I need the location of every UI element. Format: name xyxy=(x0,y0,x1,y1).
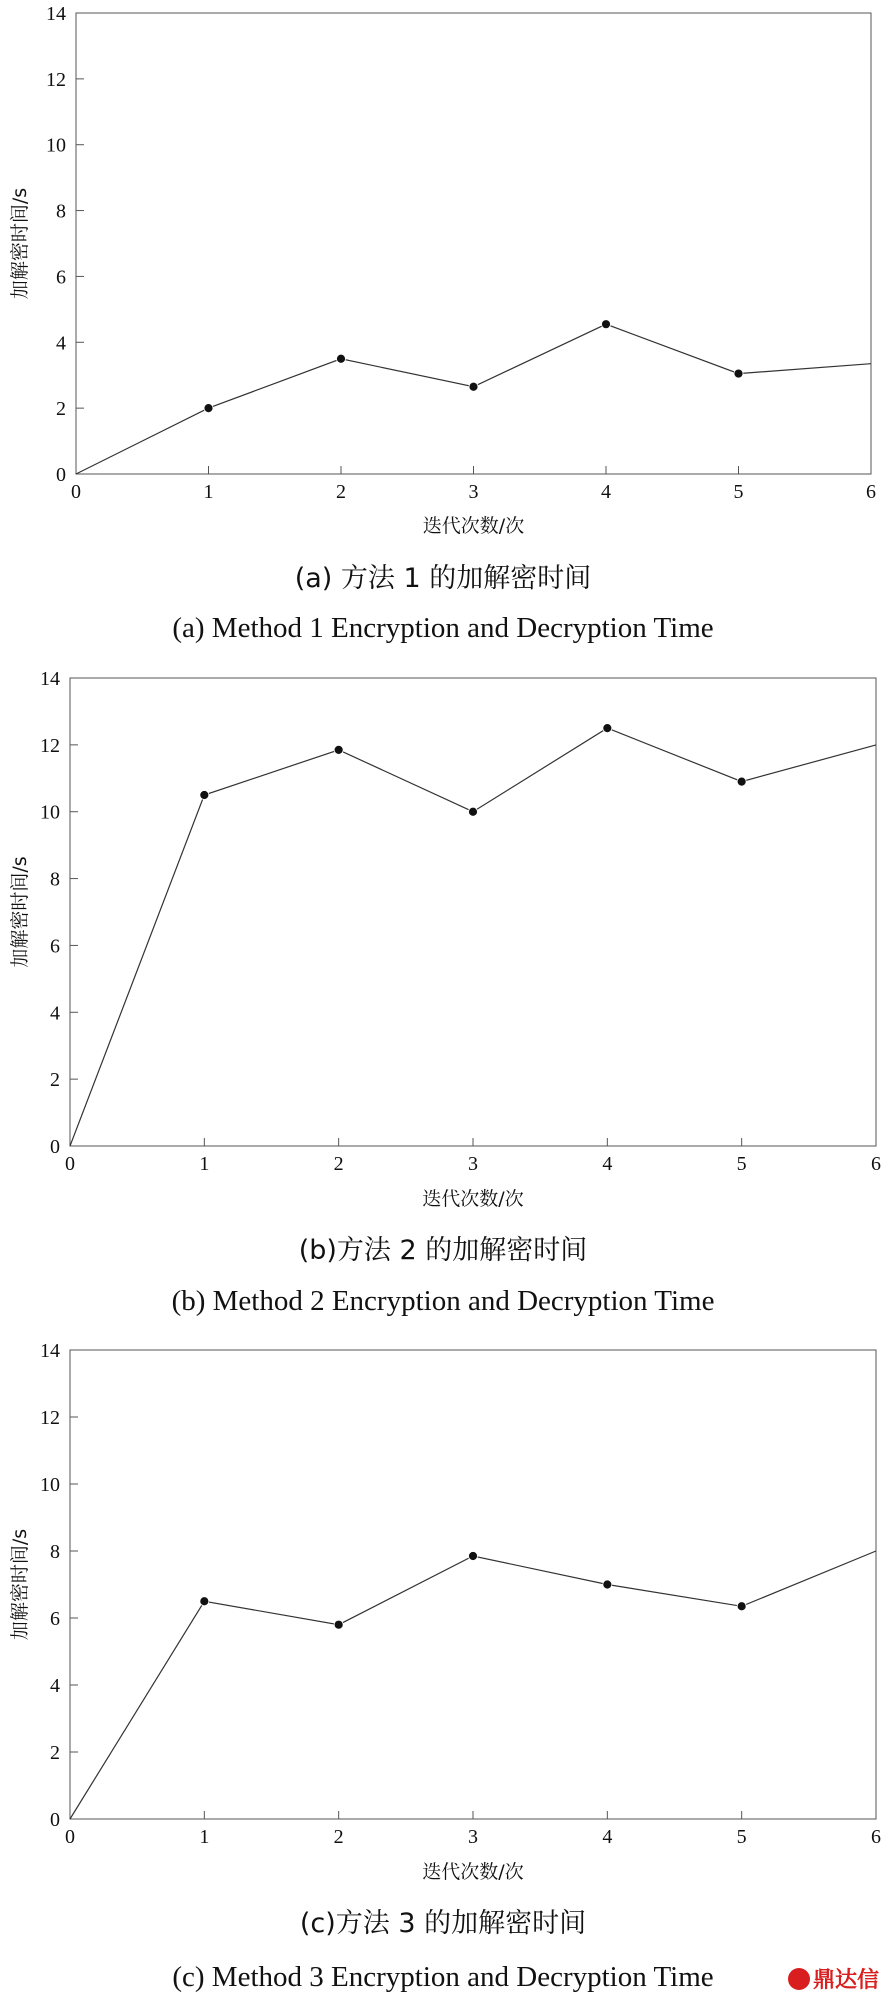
data-point xyxy=(469,1552,478,1561)
caption-english: (b) Method 2 Encryption and Decryption Time xyxy=(171,1285,715,1317)
logo-badge-icon xyxy=(788,1968,810,1990)
data-point xyxy=(603,724,612,733)
caption-chinese: (a) 方法 1 的加解密时间 xyxy=(294,563,592,594)
y-axis-title: 加解密时间/s xyxy=(9,1528,31,1641)
x-tick-label: 1 xyxy=(199,1153,210,1175)
data-point xyxy=(737,777,746,786)
x-tick-label: 1 xyxy=(199,1826,210,1848)
y-tick-label: 4 xyxy=(50,1002,60,1025)
x-tick-label: 6 xyxy=(871,1826,881,1848)
x-tick-label: 5 xyxy=(733,481,744,503)
x-tick-label: 4 xyxy=(602,1153,613,1175)
y-tick-label: 0 xyxy=(50,1809,60,1831)
data-point xyxy=(734,369,743,378)
chart-panel-2 xyxy=(9,668,881,1317)
caption-english: (c) Method 3 Encryption and Decryption Time xyxy=(172,1961,714,1993)
y-tick-label: 12 xyxy=(46,68,66,91)
logo-text: 鼎达信 xyxy=(813,1968,880,1993)
y-tick-label: 2 xyxy=(50,1742,60,1764)
x-axis-title: 迭代次数/次 xyxy=(422,1861,524,1883)
series-line xyxy=(70,728,876,1146)
data-point xyxy=(334,1620,343,1629)
chart-panel-1 xyxy=(9,3,876,644)
data-point xyxy=(603,1580,612,1589)
x-tick-label: 3 xyxy=(468,1826,478,1848)
y-axis-title: 加解密时间/s xyxy=(9,187,31,300)
data-point xyxy=(204,404,213,413)
x-axis-title: 迭代次数/次 xyxy=(422,515,525,537)
data-point xyxy=(469,382,478,391)
y-axis-title: 加解密时间/s xyxy=(9,856,31,968)
x-tick-label: 1 xyxy=(203,481,214,503)
caption-chinese: (b)方法 2 的加解密时间 xyxy=(298,1235,588,1266)
x-tick-label: 0 xyxy=(71,481,81,503)
data-point xyxy=(200,1597,209,1606)
x-tick-label: 5 xyxy=(736,1826,747,1848)
y-tick-label: 10 xyxy=(46,134,66,157)
data-point xyxy=(602,320,611,329)
y-tick-label: 8 xyxy=(50,1541,60,1563)
plot-frame xyxy=(70,678,876,1146)
y-tick-label: 14 xyxy=(46,3,66,25)
x-tick-label: 3 xyxy=(468,481,479,503)
x-tick-label: 2 xyxy=(333,1153,344,1175)
watermark-logo xyxy=(788,1967,879,1993)
x-tick-label: 5 xyxy=(736,1153,747,1175)
chart-panel-3 xyxy=(9,1340,881,1993)
y-tick-label: 2 xyxy=(56,398,66,421)
data-point xyxy=(337,354,346,363)
y-tick-label: 10 xyxy=(40,801,60,824)
y-tick-label: 12 xyxy=(40,734,60,757)
x-tick-label: 2 xyxy=(333,1826,344,1848)
x-tick-label: 0 xyxy=(65,1826,75,1848)
data-point xyxy=(200,791,209,800)
y-tick-label: 4 xyxy=(50,1675,60,1697)
y-tick-label: 10 xyxy=(40,1474,60,1496)
series-line xyxy=(70,1551,876,1819)
caption-english: (a) Method 1 Encryption and Decryption Time xyxy=(172,612,714,644)
y-tick-label: 0 xyxy=(56,464,66,486)
y-tick-label: 4 xyxy=(56,332,66,355)
y-tick-label: 14 xyxy=(40,1340,60,1362)
y-tick-label: 6 xyxy=(50,935,60,958)
y-tick-label: 0 xyxy=(50,1136,60,1158)
x-axis-title: 迭代次数/次 xyxy=(422,1188,524,1210)
y-tick-label: 8 xyxy=(50,868,60,891)
caption-chinese: (c)方法 3 的加解密时间 xyxy=(299,1908,587,1939)
y-tick-label: 6 xyxy=(50,1608,60,1630)
data-point xyxy=(737,1602,746,1611)
y-tick-label: 6 xyxy=(56,266,66,289)
y-tick-label: 12 xyxy=(40,1407,60,1429)
series-line xyxy=(76,324,871,474)
y-tick-label: 8 xyxy=(56,200,66,223)
x-tick-label: 6 xyxy=(866,481,876,503)
y-tick-label: 2 xyxy=(50,1069,60,1092)
y-tick-label: 14 xyxy=(40,668,60,690)
x-tick-label: 3 xyxy=(468,1153,478,1175)
x-tick-label: 2 xyxy=(336,481,346,503)
x-tick-label: 0 xyxy=(65,1153,75,1175)
x-tick-label: 4 xyxy=(602,1826,613,1848)
data-point xyxy=(469,807,478,816)
plot-frame xyxy=(76,13,871,474)
data-point xyxy=(334,745,343,754)
x-tick-label: 4 xyxy=(601,481,611,503)
plot-frame xyxy=(70,1350,876,1819)
x-tick-label: 6 xyxy=(871,1153,881,1175)
